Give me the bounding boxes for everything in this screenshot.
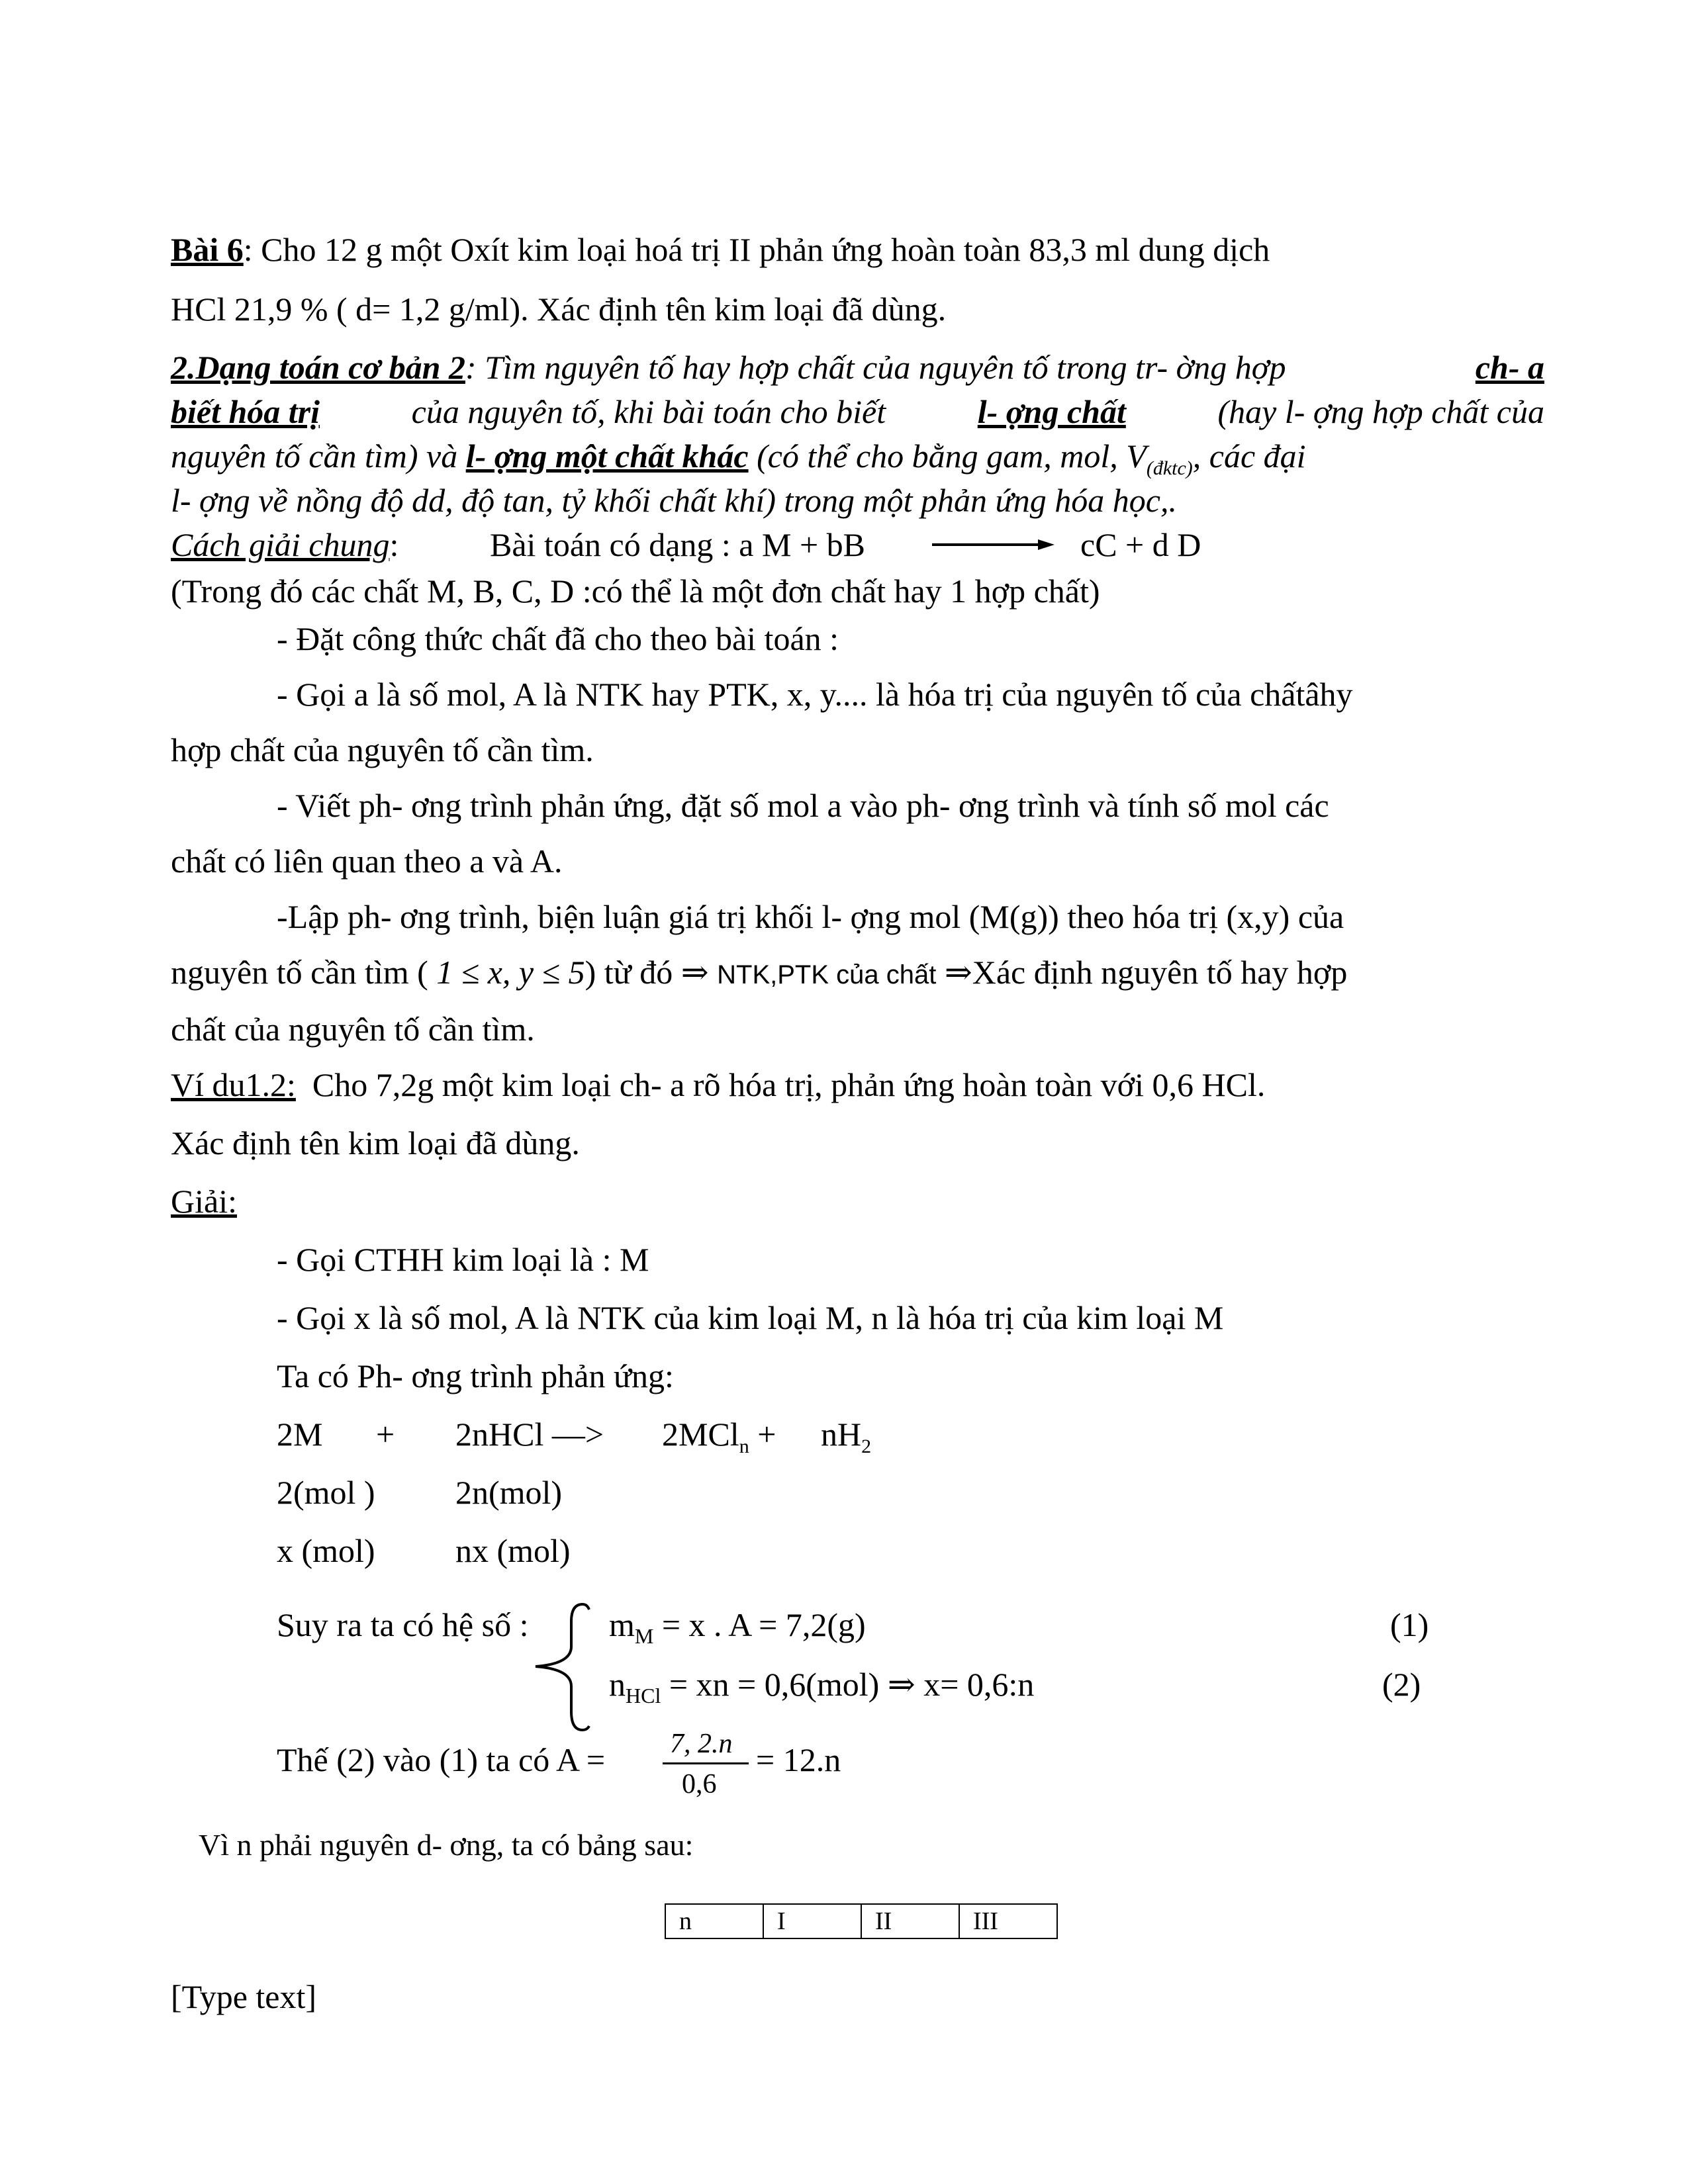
giai-line-3: Ta có Ph- ơng trình phản ứng:	[277, 1357, 674, 1394]
dang2-underline-1: ch- a	[1475, 349, 1544, 386]
system-brace-icon	[533, 1602, 592, 1734]
fraction-denominator: 0,6	[682, 1769, 717, 1799]
reaction-arrow-icon	[932, 533, 1055, 559]
row2-b: 2n(mol)	[455, 1474, 563, 1511]
dang2-underline-2: biết hóa trị	[171, 393, 320, 430]
ntk-ptk-text: NTK,PTK của chất	[717, 960, 937, 989]
table-row	[665, 1904, 1057, 1938]
dang2-underline-4: l- ợng một chất khác	[465, 437, 749, 475]
step-2b: hợp chất của nguyên tố cần tìm.	[171, 731, 594, 768]
dang2-subscript: (đktc)	[1146, 457, 1193, 479]
vi-n-text: Vì n phải nguyên d- ơng, ta có bảng sau:	[199, 1828, 694, 1862]
reaction-left: Bài toán có dạng : a M + bB	[490, 526, 865, 563]
step-1: - Đặt công thức chất đã cho theo bài toán :	[277, 620, 839, 657]
dang2-line-4: l- ợng về nồng độ dd, độ tan, tỷ khối chất khí) trong một phản ứng hóa học,.	[171, 482, 1177, 519]
giai-line-1: - Gọi CTHH kim loại là : M	[277, 1241, 649, 1278]
bai6-text-1: : Cho 12 g một Oxít kim loại hoá trị II phản ứng hoàn toàn 83,3 ml dung dịch	[243, 231, 1270, 268]
step-4a: -Lập ph- ơng trình, biện luận giá trị khối l- ợng mol (M(g)) theo hóa trị (x,y) của	[277, 898, 1344, 935]
row2-a: 2(mol )	[277, 1474, 375, 1511]
row3-a: x (mol)	[277, 1532, 375, 1569]
suy-ra: Suy ra ta có hệ số :	[277, 1606, 529, 1643]
inequality: 1 ≤ x, y ≤ 5	[436, 954, 585, 991]
table-cell: III	[959, 1904, 1057, 1938]
system-num-1: (1)	[1390, 1606, 1429, 1643]
reaction-right: cC + d D	[1080, 526, 1201, 563]
dang2-underline-3: l- ợng chất	[977, 393, 1126, 430]
cach-giai-line: Cách giải chung:	[171, 526, 399, 563]
dang2-line-3: nguyên tố cần tìm) và l- ợng một chất khác (có thể cho bằng gam, mol, $V_{(đktc)}$, các đại	[171, 437, 1306, 479]
vidu-line-1: Ví du1.2: Cho 7,2g một kim loại ch- a rõ hóa trị, phản ứng hoàn toàn với 0,6 HCl.	[171, 1066, 1266, 1103]
valence-table	[665, 1903, 1058, 1939]
dang2-title: 2.Dạng toán cơ bản 2	[171, 349, 465, 386]
bai6-label: Bài 6	[171, 231, 244, 268]
step-2a: - Gọi a là số mol, A là NTK hay PTK, x, y.... là hóa trị của nguyên tố của chấtâhy	[277, 676, 1353, 713]
dang2-line-2: biết hóa trị của nguyên tố, khi bài toán cho biết l- ợng chất (hay l- ợng hợp chất của	[171, 393, 1544, 430]
eq-c1: 2M	[277, 1416, 323, 1453]
fraction-numerator: 7, 2.n	[670, 1729, 733, 1759]
table-cell: n	[665, 1904, 763, 1938]
step-3b: chất có liên quan theo a và A.	[171, 842, 563, 880]
cach-giai-note: (Trong đó các chất M, B, C, D :có thể là một đơn chất hay 1 hợp chất)	[171, 572, 1100, 610]
step-4b: nguyên tố cần tìm ( 1 ≤ x, y ≤ 5) từ đó ⇒ NTK,PTK của chất ⇒Xác định nguyên tố hay hợp	[171, 954, 1348, 991]
bai6-line-1	[171, 233, 1270, 266]
giai-label: Giải:	[171, 1183, 237, 1220]
giai-line-2: - Gọi x là số mol, A là NTK của kim loại M, n là hóa trị của kim loại M	[277, 1299, 1224, 1336]
eq-c3: 2nHCl —>	[455, 1416, 604, 1453]
table-cell: II	[861, 1904, 959, 1938]
table-cell: I	[763, 1904, 861, 1938]
step-4c: chất của nguyên tố cần tìm.	[171, 1011, 535, 1048]
the-result: = 12.n	[756, 1741, 841, 1778]
system-num-2: (2)	[1382, 1666, 1421, 1703]
eq-c5: $nH_2$	[821, 1416, 872, 1457]
step-3a: - Viết ph- ơng trình phản ứng, đặt số mol a vào ph- ơng trình và tính số mol các	[277, 787, 1329, 824]
footer-text: [Type text]	[171, 1978, 317, 2015]
the-text: Thế (2) vào (1) ta có A =	[277, 1741, 606, 1778]
vidu-line-2: Xác định tên kim loại đã dùng.	[171, 1124, 580, 1161]
cach-giai-label: Cách giải chung	[171, 526, 390, 563]
eq-c2: +	[376, 1416, 395, 1453]
vidu-label: Ví du1.2:	[171, 1066, 296, 1103]
bai6-line-2: HCl 21,9 % ( d= 1,2 g/ml). Xác định tên kim loại đã dùng.	[171, 291, 947, 328]
system-eq-1: $m_M = x$ . A = 7,2(g)	[609, 1606, 866, 1648]
eq-c4: 2MCl$_n$ +	[662, 1416, 776, 1457]
fraction-bar	[663, 1762, 749, 1764]
row3-b: nx (mol)	[455, 1532, 571, 1569]
dang2-line-1: 2.Dạng toán cơ bản 2: Tìm nguyên tố hay hợp chất của nguyên tố trong tr- ờng hợp ch- a	[171, 349, 1544, 386]
system-eq-2: $n_{HCl}$ = xn = 0,6(mol) ⇒ x= 0,6:n	[609, 1666, 1035, 1707]
